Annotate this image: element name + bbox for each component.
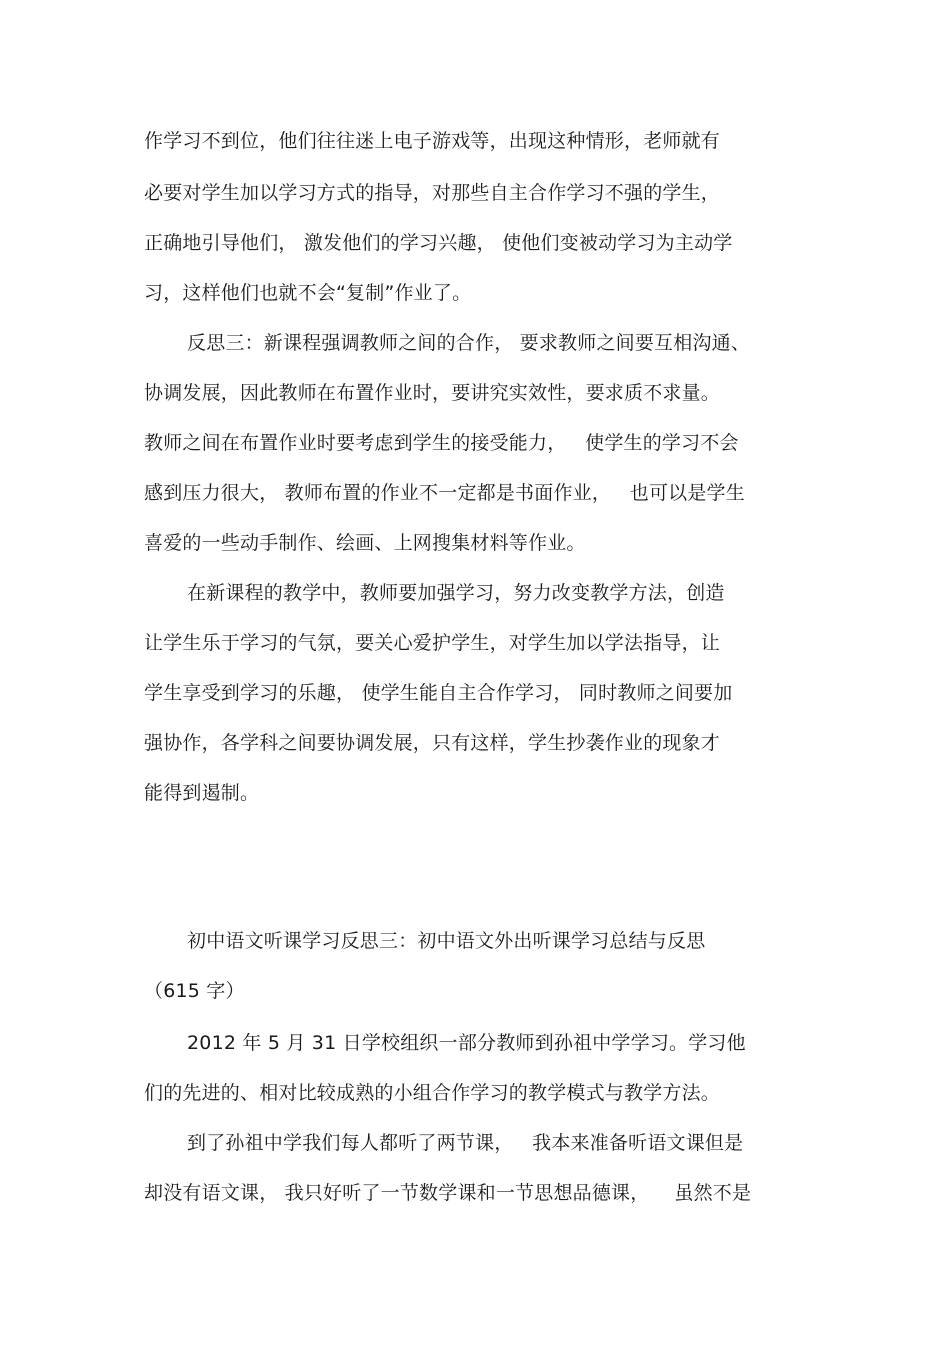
text-line: 却没有语文课， 我只好听了一节数学课和一节思想品德课， 虽然不是 [144,1182,752,1204]
text-line: 协调发展，因此教师在布置作业时，要讲究实效性，要求质不求量。 [144,382,721,404]
text-line: 强协作，各学科之间要协调发展，只有这样，学生抄袭作业的现象才 [144,732,721,754]
section-word-count: （615 字） [144,980,245,1002]
paragraph-start-line: 2012 年 5 月 31 日学校组织一部分教师到孙祖中学学习。学习他 [187,1032,746,1054]
text-line: 必要对学生加以学习方式的指导，对那些自主合作学习不强的学生， [144,182,721,204]
paragraph-start-line: 到了孙祖中学我们每人都听了两节课， 我本来准备听语文课但是 [187,1132,744,1154]
text-line: 学生享受到学习的乐趣， 使学生能自主合作学习， 同时教师之间要加 [144,682,733,704]
text-line: 让学生乐于学习的气氛，要关心爱护学生，对学生加以学法指导，让 [144,632,721,654]
text-line: 感到压力很大， 教师布置的作业不一定都是书面作业， 也可以是学生 [144,482,745,504]
text-line: 喜爱的一些动手制作、绘画、上网搜集材料等作业。 [144,532,586,554]
text-line: 习，这样他们也就不会“复制”作业了。 [144,282,472,304]
text-line: 们的先进的、相对比较成熟的小组合作学习的教学模式与教学方法。 [144,1082,721,1104]
text-line: 教师之间在布置作业时要考虑到学生的接受能力， 使学生的学习不会 [144,432,739,454]
paragraph-start-line: 在新课程的教学中，教师要加强学习，努力改变教学方法，创造 [187,582,725,604]
text-line: 作学习不到位，他们往往迷上电子游戏等，出现这种情形，老师就有 [144,130,721,152]
text-line: 正确地引导他们， 激发他们的学习兴趣， 使他们变被动学习为主动学 [144,232,733,254]
section-heading: 初中语文听课学习反思三：初中语文外出听课学习总结与反思 [187,930,706,952]
text-line: 能得到遏制。 [144,782,260,804]
paragraph-start-line: 反思三：新课程强调教师之间的合作， 要求教师之间要互相沟通、 [187,332,751,354]
